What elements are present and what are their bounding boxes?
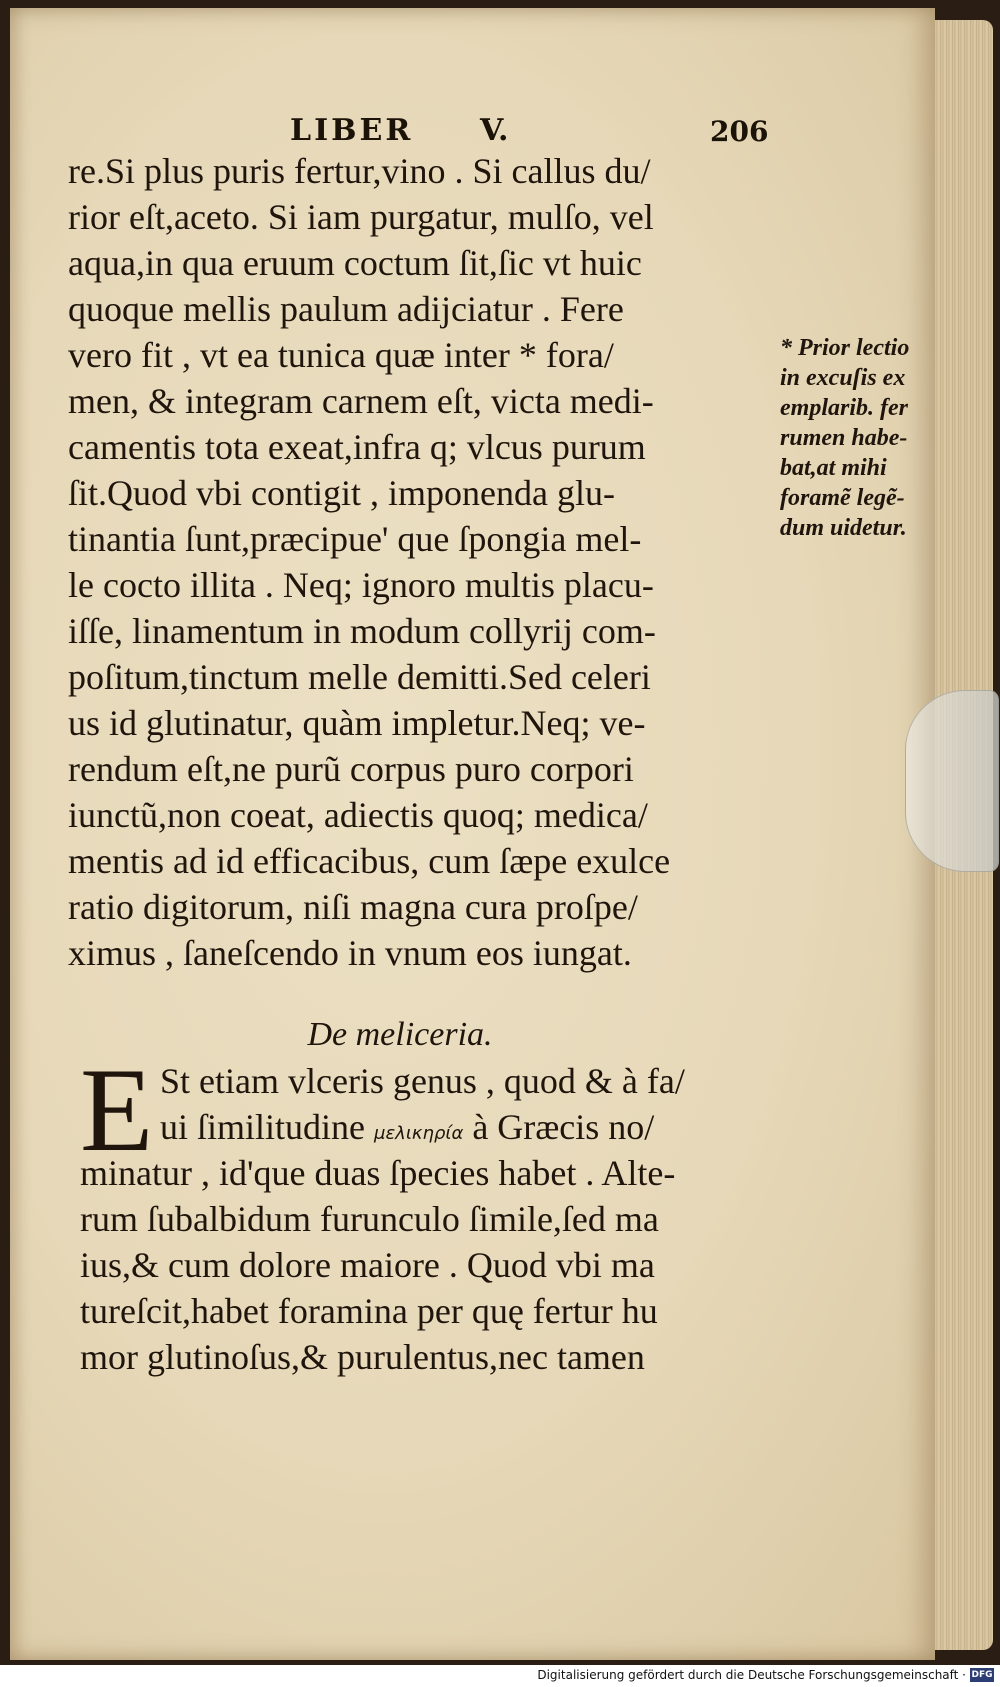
text-line: ratio digitorum, niſi magna cura proſpe/ (68, 887, 638, 927)
text-line: ius,& cum dolore maiore . Quod vbi ma (80, 1245, 655, 1285)
marginal-note-line: bat,at mihi (780, 455, 887, 481)
text-line: mentis ad id efficacibus, cum ſæpe exulce (68, 841, 671, 881)
running-head-title: LIBER (290, 113, 414, 148)
book-clip (905, 690, 999, 872)
main-text-block (68, 148, 788, 976)
text-line: men, & integram carnem eſt, victa medi- (68, 381, 654, 421)
running-head (10, 113, 935, 153)
marginal-note-line: rumen habe- (780, 425, 908, 451)
text-line: camentis tota exeat,infra q; vlcus purum (68, 427, 646, 467)
greek-word: μελικηρία (374, 1123, 464, 1144)
marginal-note-line: dum uidetur. (780, 515, 907, 541)
text-line: le cocto illita . Neq; ignoro multis placu- (68, 565, 654, 605)
text-line: St etiam vlceris genus , quod & à fa/ (160, 1061, 685, 1101)
text-line: tureſcit,habet foramina per quę fertur hu (80, 1291, 658, 1331)
text-line: mor glutinoſus,& purulentus,nec tamen (80, 1337, 645, 1377)
text-line: quoque mellis paulum adijciatur . Fere (68, 289, 624, 329)
text-line: re.Si plus puris fertur,vino . Si callus du/ (68, 151, 651, 191)
text-line: us id glutinatur, quàm impletur.Neq; ve- (68, 703, 646, 743)
text-line: ximus , ſaneſcendo in vnum eos iungat. (68, 933, 632, 973)
drop-cap-initial: E (80, 1043, 154, 1176)
second-paragraph (80, 1043, 790, 1380)
text-line: iunctũ,non coeat, adiectis quoq; medica/ (68, 795, 648, 835)
text-line: rior eſt,aceto. Si iam purgatur, mulſo, vel (68, 197, 654, 237)
text-line: rum ſubalbidum furunculo ſimile,ſed ma (80, 1199, 659, 1239)
running-head-book: V. (480, 113, 509, 148)
page-number: 206 (710, 115, 769, 148)
marginal-note (780, 333, 940, 543)
text-line: poſitum,tinctum melle demitti.Sed celeri (68, 657, 651, 697)
text-line: tinantia ſunt,præcipue' que ſpongia mel- (68, 519, 642, 559)
dfg-logo: DFG (971, 1670, 993, 1680)
marginal-note-line: foramẽ legẽ- (780, 485, 905, 511)
text-line: minatur , id'que duas ſpecies habet . Alte- (80, 1153, 676, 1193)
marginal-note-line: emplarib. fer (780, 395, 908, 421)
text-line: ui ſimilitudine μελικηρία à Græcis no/ (160, 1107, 655, 1147)
text-line: ſit.Quod vbi contigit , imponenda glu- (68, 473, 615, 513)
text-line: aqua,in qua eruum coctum ſit,ſic vt huic (68, 243, 642, 283)
text-line: rendum eſt,ne purũ corpus puro corpori (68, 749, 634, 789)
marginal-note-line: in excuſis ex (780, 365, 906, 391)
text-line: iſſe, linamentum in modum collyrij com- (68, 611, 656, 651)
book-page (10, 8, 935, 1660)
section-heading: De meliceria. (307, 1016, 493, 1053)
footer-bar (0, 1665, 1000, 1687)
marginal-note-line: * Prior lectio (780, 335, 910, 361)
digitization-credit: Digitalisierung gefördert durch die Deutsche Forschungsgemeinschaft · (537, 1668, 966, 1682)
text-line: vero fit , vt ea tunica quæ inter * fora/ (68, 335, 614, 375)
